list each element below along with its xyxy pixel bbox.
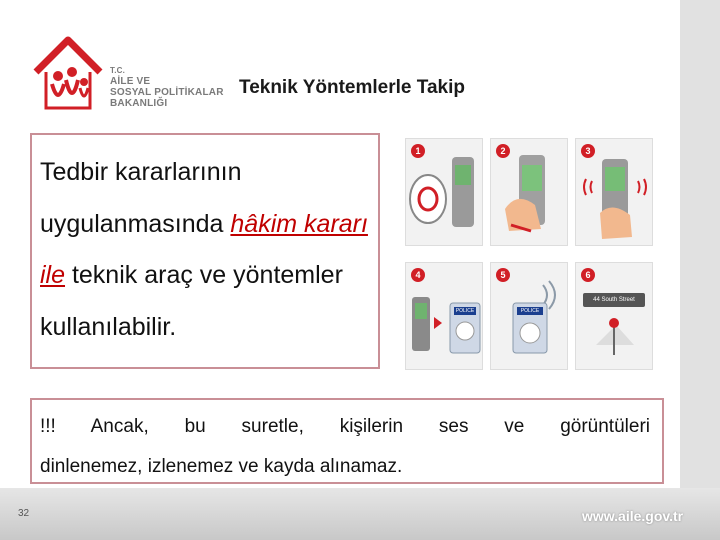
street-sign: 44 South Street xyxy=(583,293,645,307)
warning-note-line-1: !!! Ancak, bu suretle, kişilerin ses ve görüntüleri xyxy=(40,416,650,437)
court-order-phrase: hâkim kararı ile xyxy=(40,209,368,289)
step-number: 3 xyxy=(581,144,595,158)
panel-3 xyxy=(575,138,653,246)
page-number: 32 xyxy=(18,508,30,519)
slide-title: Teknik Yöntemlerle Takip xyxy=(239,77,465,98)
step-number: 1 xyxy=(411,144,425,158)
ministry-line: BAKANLIĞI xyxy=(110,98,168,109)
panel-6 xyxy=(575,262,653,370)
main-text-start: Tedbir kararlarının uygulanmasında xyxy=(40,158,242,238)
panel-2 xyxy=(490,138,568,246)
step-number: 4 xyxy=(411,268,425,282)
website-url: www.aile.gov.tr xyxy=(582,508,684,524)
warning-note-line-2: dinlenemez, izlenemez ve kayda alınamaz. xyxy=(40,456,403,477)
right-decor-bar xyxy=(680,0,720,540)
main-text-box xyxy=(30,133,380,369)
warning-note-box xyxy=(30,398,664,484)
step-number: 6 xyxy=(581,268,595,282)
step-number: 2 xyxy=(496,144,510,158)
ministry-line: SOSYAL POLİTİKALAR xyxy=(110,87,224,98)
main-text-end: teknik araç ve yöntemler kullanılabilir. xyxy=(40,261,343,341)
ministry-line: AİLE VE xyxy=(110,76,151,87)
main-text xyxy=(40,147,374,353)
police-badge-label: POLICE xyxy=(455,308,475,314)
ministry-line: T.C. xyxy=(110,66,126,75)
police-badge-label: POLICE xyxy=(520,308,540,314)
panel-5 xyxy=(490,262,568,370)
ministry-name xyxy=(110,66,224,109)
panel-4 xyxy=(405,262,483,370)
step-number: 5 xyxy=(496,268,510,282)
panel-1 xyxy=(405,138,483,246)
